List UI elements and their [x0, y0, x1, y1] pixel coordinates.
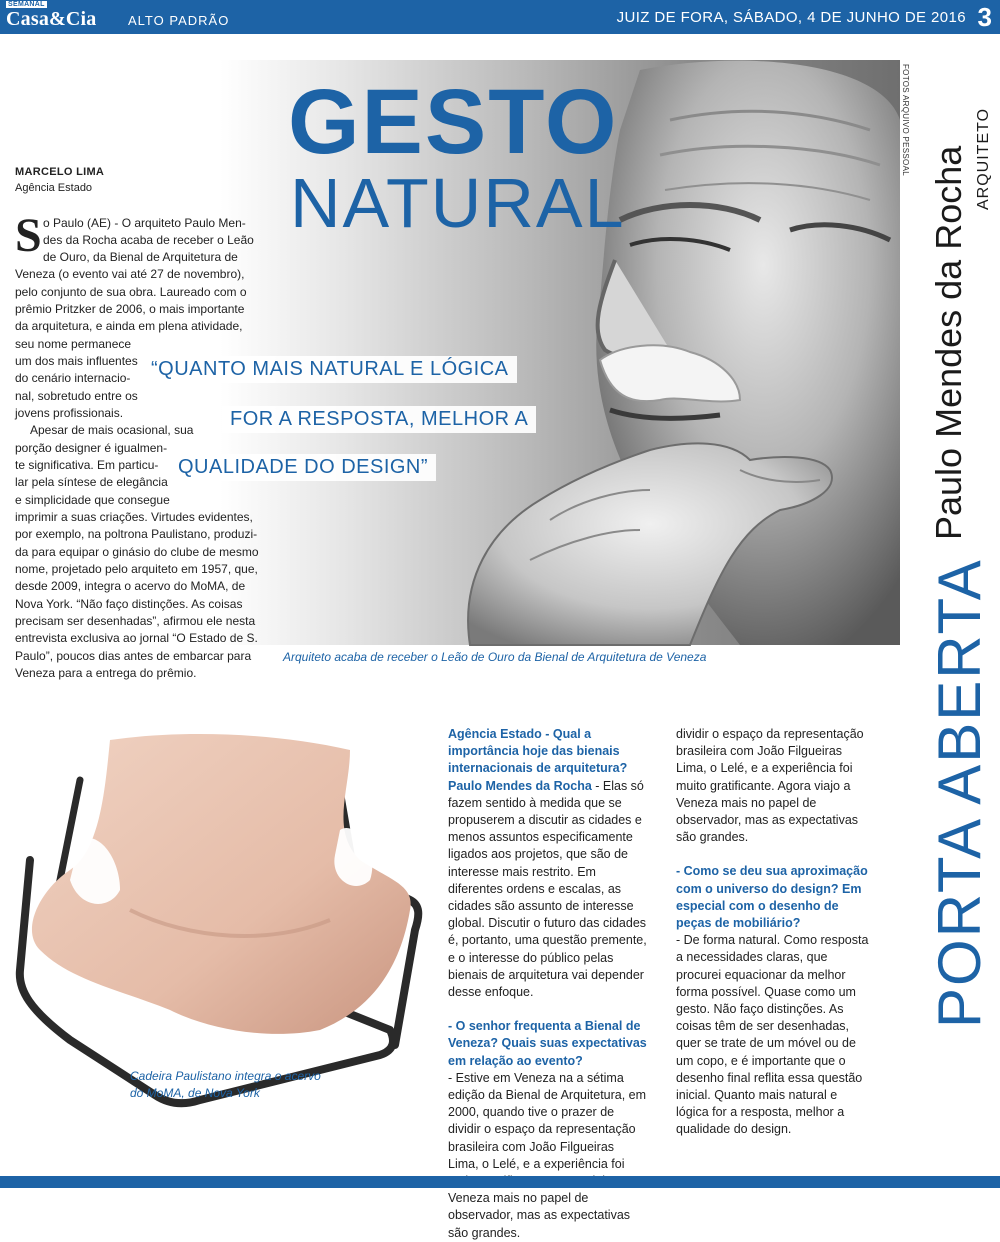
lede-line: do cenário internacio-	[15, 371, 131, 385]
semanal-tag: SEMANAL	[8, 1, 45, 8]
photo-credit: FOTOS ARQUIVO PESSOAL	[901, 64, 910, 176]
lede-line: o Paulo (AE) - O arquiteto Paulo Men-	[43, 216, 246, 230]
chair-caption-line-2: do MoMA, de Nova York	[130, 1086, 260, 1100]
lede-line: seu nome permanece	[15, 337, 132, 351]
lede-line: Paulo”, poucos dias antes de embarcar para	[15, 649, 252, 663]
lede-line: um dos mais influentes	[15, 354, 138, 368]
interview-answer-1: Paulo Mendes da Rocha - Elas só fazem sentido à medida que se propuserem a discutir as cidades e menos assuntos especificamente ligados aos projetos, que são de interesse mais restrito. Em diferentes ordens e escalas, as cidades são assunto de interesse global. Discutir o futuro das cidades é, portanto, uma questão premente, e o interesse do público pelas bienais de arquitetura vai depender desse enfoque.	[448, 778, 647, 1000]
profile-name: Paulo Mendes da Rocha	[928, 145, 969, 540]
profile-role: ARQUITETO	[975, 107, 992, 210]
lede-line: entrevista exclusiva ao jornal “O Estado de S.	[15, 631, 258, 645]
byline-agency: Agência Estado	[15, 182, 93, 194]
byline-author: MARCELO LIMA	[15, 166, 105, 178]
interview-answer-3: - De forma natural. Como resposta a necessidades claras, que procurei equacionar da melhor forma possível. Quase como um gesto. Não faço distinções. As coisas têm de ser desenhadas, quer se trate de um móvel ou de um copo, e é importante que o desenho final reflita essa questão inicial. Quanto mais natural e lógica for a resposta, melhor a qualidade do design.	[676, 933, 869, 1137]
pull-quote-line-1: “QUANTO MAIS NATURAL E LÓGICA	[143, 356, 517, 383]
lede-line: de Ouro, da Bienal de Arquitetura de	[43, 250, 238, 264]
interview-column-1	[448, 726, 648, 1240]
lede-line: nal, sobretudo entre os	[15, 389, 138, 403]
pull-quote-line-2: FOR A RESPOSTA, MELHOR A	[222, 406, 536, 433]
lede-line: desde 2009, integra o acervo do MoMA, de	[15, 579, 246, 593]
lede-line: prêmio Pritzker de 2006, o mais importante	[15, 302, 245, 316]
lede-line: imprimir a suas criações. Virtudes evidentes,	[15, 510, 253, 524]
lede-line: jovens profissionais.	[15, 406, 124, 420]
pull-quote-line-3: QUALIDADE DO DESIGN”	[170, 454, 436, 481]
interview-column-2	[676, 726, 872, 1139]
lede-line: precisam ser desenhadas”, afirmou ele nesta	[15, 614, 256, 628]
lede-line: Veneza (o evento vai até 27 de novembro),	[15, 267, 245, 281]
lede-line: da arquitetura, e ainda em plena atividade,	[15, 319, 243, 333]
lede-line: lar pela síntese de elegância	[15, 475, 168, 489]
lede-line: da para equipar o ginásio do clube de mesmo	[15, 545, 259, 559]
brand-logo: Casa&Cia	[6, 8, 97, 30]
section-label: ALTO PADRÃO	[128, 13, 230, 28]
dateline: JUIZ DE FORA, SÁBADO, 4 DE JUNHO DE 2016	[616, 9, 966, 26]
interview-answer-2-continued: dividir o espaço da representação brasileira com João Filgueiras Lima, o Lelé, e a experiência foi muito gratificante. Agora viajo a Veneza mais no papel de observador, mas as expectativas são grandes.	[676, 727, 864, 845]
lede-line: te significativa. Em particu-	[15, 458, 159, 472]
paulistano-chair-photo	[10, 710, 430, 1120]
chair-caption-line-1: Cadeira Paulistano integra o acervo	[130, 1069, 321, 1083]
interview-question-1: Agência Estado - Qual a importância hoje das bienais internacionais de arquitetura?	[448, 727, 628, 776]
lede-line: des da Rocha acaba de receber o Leão	[43, 233, 254, 247]
section-title-porta-aberta: PORTA ABERTA	[926, 558, 993, 1028]
lede-line: Veneza para a entrega do prêmio.	[15, 666, 197, 680]
lede-line: pelo conjunto de sua obra. Laureado com o	[15, 285, 247, 299]
lede-line: porção designer é igualmen-	[15, 441, 168, 455]
headline-gesto: GESTO	[288, 71, 619, 173]
page-header	[0, 0, 1000, 34]
chair-caption	[130, 1068, 321, 1102]
portrait-caption: Arquiteto acaba de receber o Leão de Ouro da Bienal de Arquitetura de Veneza	[283, 650, 707, 664]
lede-line: por exemplo, na poltrona Paulistano, produzi-	[15, 527, 258, 541]
byline	[15, 164, 104, 196]
footer-bar	[0, 1176, 1000, 1188]
lede-line: Apesar de mais ocasional, sua	[30, 423, 194, 437]
answer-speaker: Paulo Mendes da Rocha	[448, 778, 592, 793]
interview-answer-2-part: - Estive em Veneza na a sétima edição da Bienal de Arquitetura, em 2000, quando tive o prazer de dividir o espaço da representação brasileira com João Filgueiras Lima, o Lelé, e a experiência foi Veneza mais no papel de observador, mas as expectativas são grandes.	[448, 1070, 647, 1240]
drop-cap: S	[15, 209, 42, 262]
interview-question-2: - O senhor frequenta a Bienal de Veneza? Quais suas expectativas em relação ao evento?	[448, 1019, 647, 1068]
interview-question-3: - Como se deu sua aproximação com o universo do design? Em especial com o desenho de peças de mobiliário?	[676, 864, 868, 931]
lede-line: Nova York. “Não faço distinções. As coisas	[15, 597, 243, 611]
lede-line: e simplicidade que consegue	[15, 493, 170, 507]
lede-line: nome, projetado pelo arquiteto em 1957, que,	[15, 562, 258, 576]
page-number: 3	[977, 2, 992, 32]
headline-natural: NATURAL	[290, 164, 626, 242]
